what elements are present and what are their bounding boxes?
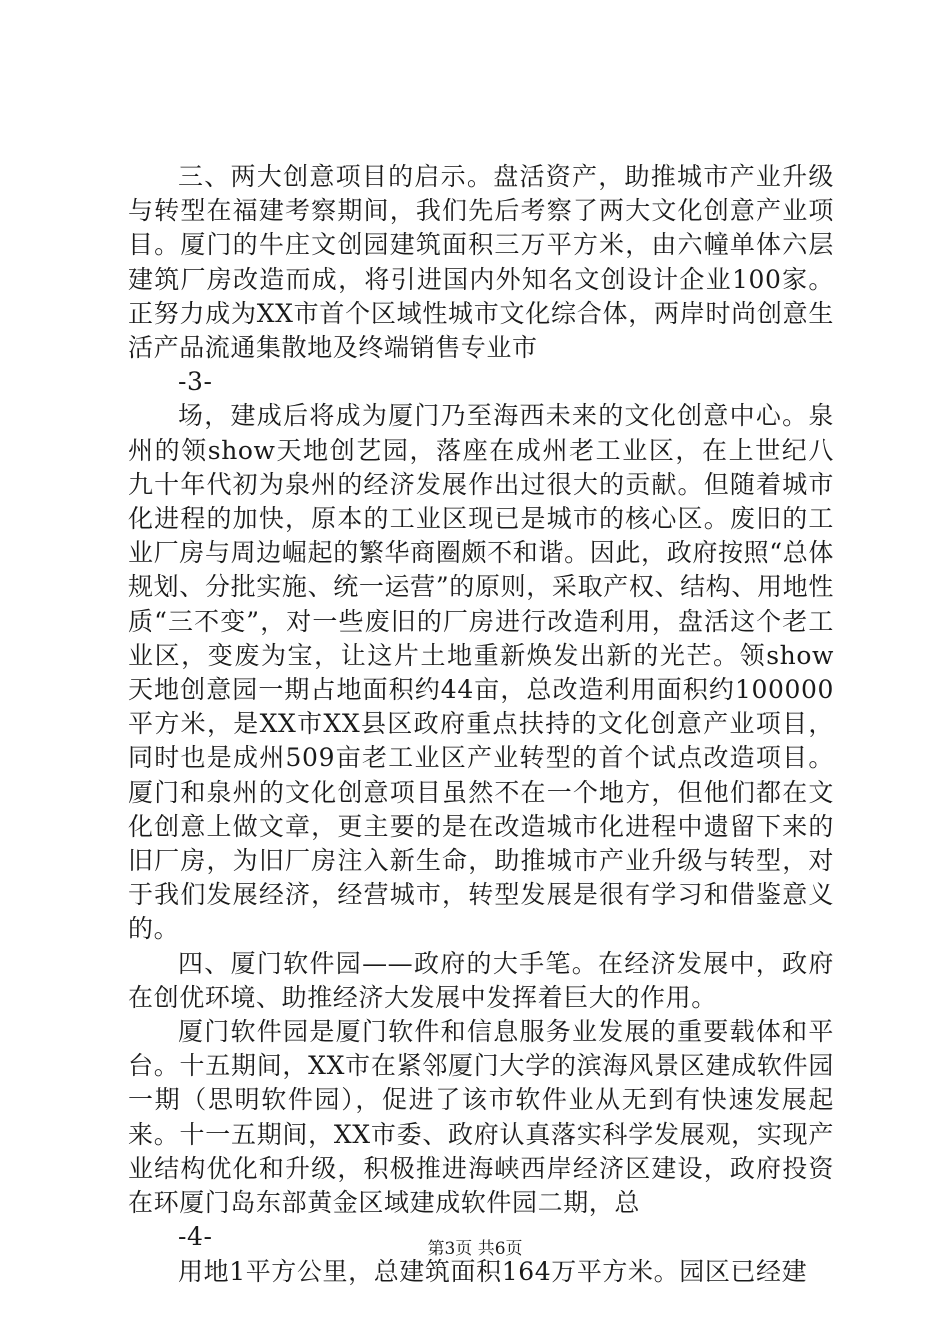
paragraph: 场，建成后将成为厦门乃至海西未来的文化创意中心。泉州的领show天地创艺园，落座在成州老工业区，在上世纪八九十年代初为泉州的经济发展作出过很大的贡献。但随着城市化进程的加快，原本的工业区现已是城市的核心区。废旧的工业厂房与周边崛起的繁华商圈颇不和谐。因此，政府按照“总体规划、分批实施、统一运营”的原则，采取产权、结构、用地性质“三不变”，对一些废旧的厂房进行改造利用，盘活这个老工业区，变废为宝，让这片土地重新焕发出新的光芒。领show天地创意园一期占地面积约44亩，总改造利用面积约100000平方米，是XX市XX县区政府重点扶持的文化创意产业项目，同时也是成州509亩老工业区产业转型的首个试点改造项目。厦门和泉州的文化创意项目虽然不在一个地方，但他们都在文化创意上做文章，更主要的是在改造城市化进程中遗留下来的旧厂房，为旧厂房注入新生命，助推城市产业升级与转型，对于我们发展经济，经营城市，转型发展是很有学习和借鉴意义的。: [128, 401, 834, 944]
paragraph: 用地1平方公里，总建筑面积164万平方米。园区已经建: [178, 1256, 808, 1286]
paragraph: 四、厦门软件园——政府的大手笔。在经济发展中，政府在创优环境、助推经济大发展中发挥着巨大的作用。: [128, 948, 834, 1012]
page-marker: -3-: [178, 367, 213, 397]
document-body: [128, 160, 834, 1289]
page-marker: -4-: [178, 1222, 213, 1252]
page-footer: 第3页 共6页: [427, 1239, 523, 1259]
paragraph: 三、两大创意项目的启示。盘活资产，助推城市产业升级与转型在福建考察期间，我们先后考察了两大文化创意产业项目。厦门的牛庄文创园建筑面积三万平方米，由六幢单体六层建筑厂房改造而成，将引进国内外知名文创设计企业100家。正努力成为XX市首个区域性城市文化综合体，两岸时尚创意生活产品流通集散地及终端销售专业市: [128, 162, 834, 363]
paragraph: 厦门软件园是厦门软件和信息服务业发展的重要载体和平台。十五期间，XX市在紧邻厦门大学的滨海风景区建成软件园一期（思明软件园），促进了该市软件业从无到有快速发展起来。十一五期间，XX市委、政府认真落实科学发展观，实现产业结构优化和升级，积极推进海峡西岸经济区建设，政府投资在环厦门岛东部黄金区域建成软件园二期，总: [128, 1017, 834, 1218]
